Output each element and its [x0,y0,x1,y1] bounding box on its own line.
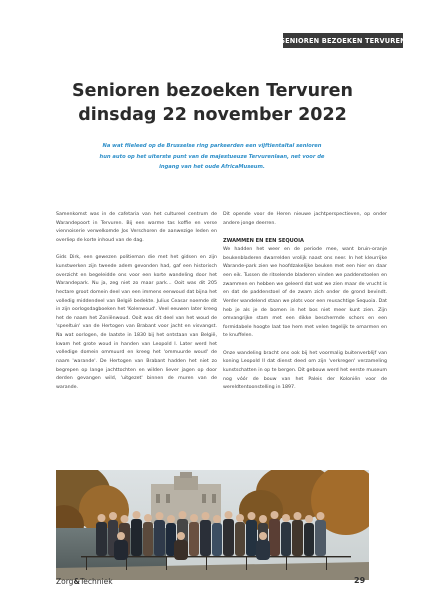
group-photo [56,470,369,580]
intro-line: Na wat fileleed op de Brusselse ring parkeerden een vijftientaltal senioren [102,143,322,149]
paragraph: Dit opende voor de Heren nieuwe jachtperspectieven, op onder andere jonge deerren. [223,212,387,226]
page-number: 29 [354,576,366,585]
left-column [56,211,217,401]
intro-text [92,141,332,173]
paragraph: Onze wandeling bracht ons ook bij het voormalig buitenverblijf van koning Leopold II dat dienst deed om zijn 'verkregen' verzameling kunstschatten in op te bergen. Dit gebouw werd het eerste museum nog vóór de bouw van het Paleis der Koloniën voor de wereldtentoonstelling in 1897. [223,350,387,391]
brand-ampersand: & [73,577,80,586]
brand-part1: Zorg [56,577,74,586]
section-tag: SENIOREN BEZOEKEN TERVUREN [283,33,403,48]
paragraph: We hadden het weer en de periode mee, want bruin-oranje beukenbladeren dwarrelden vrolijk naast ons neer. In het kleurrijke Warande-park zien we hoofdzakelijke beuken met een hier en daar een eik. Tussen de ritselende bladeren vinden we paddenstoelen en zwammen en hebben we geleerd dat wat we zien maar de vrucht is en dat de paddenstoel of de zwam zich onder de grond bevindt. Verder wandelend staan we plots voor een reusachtige Sequoia. Dat heb je als je de bomen in het bos niet meer kunt zien. Zijn omvangrijke stam met een dikke beschermde schors en een formidabele hoogte laat toe hem met velen tegelijk te omarmen en te knuffelen. [223,246,387,339]
paragraph: Gids Dirk, een gewezen politieman die met het gidsen en zijn kunstwerken zijn tweede adem gevonden had, gaf een historisch overzicht en begeleidde ons voor een korte wandeling door het Warandepark. Nu ja, zeg niet zo maar park… Ooit was dit 205 hectare groot domein deel van een immens eenwoud dat bijna het volledig middendeel van België bedekte. Julius Ceasar noemde dit in zijn oorlogsdagboeken het 'Kolenwoud'. Veel eeuwen later kreeg het de naam het Zoniënwoud. Ooit was dit deel van het woud de 'speeltuin' van de Hertogen van Brabant voor jacht en visvangst. Na wat oorlogen, de laatste in 1830 bij het ontstaan van België, kwam het grote woud in handen van Leopold I. Later werd het volledige domein ommuurd en kreeg het 'ommuurde woud' de naam 'warande'. De Hertogen van Brabant hadden het niet zo begrepen op lange jachttochten en wilden liever jagen op door derden gevangen wild, 'uitgezet' binnen de muren van de warande. [56,255,217,391]
section-heading: ZWAMMEN EN EEN SEQUOIA [223,237,304,244]
page-title: Senioren bezoeken Tervuren [72,81,353,101]
intro-line: hun auto op het uiterste punt van de majestueuze Tervurenlaan, net voor de [99,153,325,160]
page-subtitle-date: dinsdag 22 november 2022 [78,105,347,125]
right-column [223,211,387,402]
brand-part2: Techniek [80,577,113,586]
paragraph: Samenkomst was in de cafetaria van het cultureel centrum de Warandepoort in Tervuren. Bij een warme tas koffie en verse viennoiserie verwelkomde Jos Verschoren de aanwezige leden en overliep de korte inhoud van de dag. [56,212,217,243]
intro-line: ingang van het oude AfricaMuseum. [159,164,265,170]
footer-brand [56,577,113,586]
